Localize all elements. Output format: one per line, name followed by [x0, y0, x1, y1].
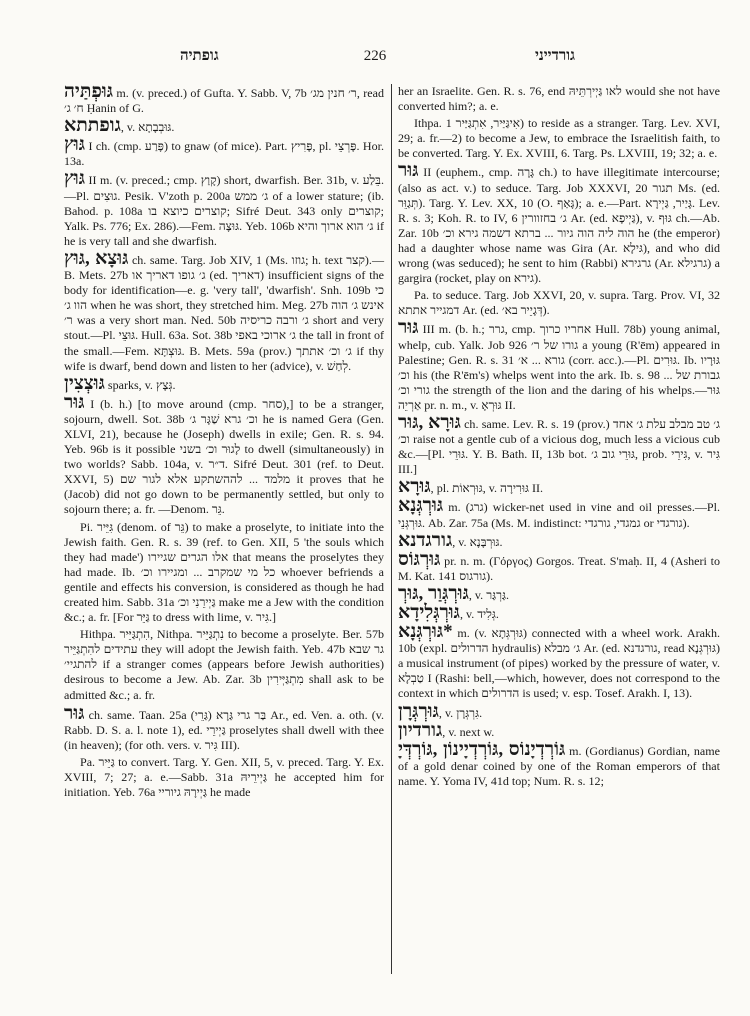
entry-headword: גּוּרְגְּנָא: [398, 495, 444, 517]
entry-text: I ch. (cmp. פָּרַע) to gnaw (of mice). Part. פָּרִיץ, pl. פָּרְצֵי. Hor. 13a.: [64, 139, 384, 169]
left-column: [64, 81, 385, 802]
entry-text: , v. גְּלִיד.: [459, 607, 499, 621]
entry-headword: גּוּר: [64, 702, 85, 724]
entry-text: II m. (v. preced.; cmp. קָוַץ) short, dwarfish. Ber. 31b, v. בֵּלַע.—Pl. גוּצִים. Pesik. V'zoth p. 200a ג׳ ממש of a lower stature; (ib. Bahod. p. 108a קוצרים כיוצא בו; Sifré Deut. 343 only קוצרים; Yalk. Ps. 776; Ex. 286).—Fem. גּוּצָה. Yeb. 106b ג׳ הוא ארוך והיא if he is very tall and she dwarfish.: [64, 173, 385, 248]
dictionary-entry: [398, 738, 720, 789]
dictionary-entry: [64, 520, 384, 626]
entry-headword: גּוּצָא ,גּוּץ: [64, 247, 129, 269]
dictionary-entry: [398, 84, 720, 114]
entry-text: , v. גִּרְגְּרָן.: [438, 705, 483, 720]
dictionary-entry: [398, 719, 720, 741]
header-right-word: גורדייני: [534, 48, 575, 64]
entry-text: m. (גרג) wicker-net used in vine and oil presses.—Pl. גּוּרְגְּנֵי. Ab. Zar. 75a (Ms. M. indistinct: גמגדי, גורגדי or גורגדי).: [398, 500, 720, 530]
dictionary-entry: [398, 288, 720, 318]
dictionary-entry: [64, 81, 384, 116]
entry-text: Pi. גִּיֵּיר (denom. of גֵּר) to make a proselyte, to initiate into the Jewish faith. Gen. R. s. 39 (ref. to Gen. XII, 5 'the souls which they had made') אלו הגרים שגיירו that means the proselytes they had made. Ib. כל מי שמקרב ... ומגיירו וכ׳ whoever befriends a gentile and effects his conversion, is considered as though he had created him. Sabb. 31a גַּיְירֵנִי וכ׳ make me a Jew with the condition &c.; a. fr. [For גַּיֵּר to dress with lime, v. גִּיר.]: [64, 519, 385, 625]
entry-headword: *גּוּרְגְּנָא: [398, 621, 453, 643]
entry-text: II (euphem., cmp. גָּרָה ch.) to have illegitimate intercourse; (also as act. v.) to seduce. Targ. Job XXXVI, 20 תגור Ms. (ed. תְּגַוֵּר). Targ. Y. Lev. XX, 10 (O. גָּאַף); a. e.—Part. גָּיַיר, גַּיְירָא. Lev. R. s. 3; Koh. R. to IV, 6 ג׳ בחזוורין Ar. (ed. גַּיְיפָא), v. גּוּף ch.—Ab. Zar. 10b הוה ליה הוה גיור ... ברתא דשמה גירא וכ׳ he (the emperor) had a daughter whose name was Gira (Ar. גּילָא), and who did wrong (was seduced); he sent to him (Rabbi) גרגירא (Ar. גרגילא) a gargira (rocket, play on גירא).: [398, 165, 721, 286]
dictionary-entry: [398, 116, 720, 161]
entry-headword: גּוּרְגְּלִידָא: [398, 602, 460, 623]
entry-headword: גּוּר: [64, 391, 85, 413]
dictionary-entry: [398, 621, 721, 701]
dictionary-entry: [398, 582, 720, 604]
entry-headword: גופתתא: [64, 115, 121, 137]
entry-text: , v. גּוּרְבָּנָא.: [452, 534, 503, 549]
dictionary-entry: [398, 495, 720, 530]
entry-headword: גּוּרְגְּרָן: [398, 700, 439, 722]
dictionary-entry: [64, 755, 384, 800]
entry-text: Pa. גַּיֵּיר to convert. Targ. Y. Gen. XII, 5, v. preced. Targ. Y. Ex. XVIII, 7; 27; a. e.—Sabb. 31a גַּיְירֵיהּ he accepted him for initiation. Yeb. 76a גַּיְירָהּ גיוריי he made: [64, 754, 384, 800]
entry-text: I (b. h.) [to move around (cmp. סחר),] to be a stranger, sojourn, dwell. Sot. 38b וכ׳ גרא שַׁגָּר ג׳ he is named Gera (Gen. XLVI, 21), because he (Joseph) dwells in exile; Gen. R. s. 94. Yeb. 96b is it possible לָגוּר וכ׳ בשני to dwell (simultaneously) in two worlds? Sabb. 104a, v. ד״ר. Sifré Deut. 301 (ref. to Deut. XXVI, 5) מלמד ... לההשתקע אלא לגור שם it proves that he (Jacob) did not go down to be permanently settled, but only to sojourn there; a. fr. —Denom. גֵּר.: [64, 396, 384, 517]
entry-text: ch. same. Targ. Job XIV, 1 (Ms. גוזו; h. text קצר).—B. Mets. 27b ג׳ גופו דאריך או (ed. דאריך) insufficient signs of the body for identification—e. g. 'very tall', 'dwarfish'. Snh. 109b כי הוו ג׳ when he was short, they stretched him. Meg. 27b אינש ג׳ הוה ר׳ was a very short man. Ned. 50b ג׳ ורבה כריסיה short and very stout.—Pl. גּוּצֵי. Hull. 63a. Sot. 38b ג׳ ארוכי באפי the tall in front of the small.—Fem. גּוּצְתָּא. B. Mets. 59a (prov.) ג׳ וכ׳ אתתך if thy wife is dwarf, bend down and listen to her (advice), v. לְחַשׁ.: [64, 252, 385, 373]
entry-headword: גּוּר: [398, 160, 419, 182]
entry-text: her an Israelite. Gen. R. s. 76, end לאו גַּיְירְתֵּיהּ would she not have converted him?; a. e.: [398, 84, 720, 114]
column-divider: [391, 84, 392, 974]
entry-text: pr. n. m. (Γόργος) Gorgos. Treat. S'maḥ. II, 4 (Asheri to M. Kat. 141 גורגוס).: [398, 553, 720, 583]
dictionary-entry: [64, 247, 385, 374]
page-header: [80, 48, 670, 70]
entry-text: ch. same. Taan. 25a בַּר גרי גַּרָא (גַּרֵי) Ar., ed. Ven. a. oth. (v. Rabb. D. S. a. l. note 1), ed. גַּיְירֵי proselytes shall dwell with thee (in heaven); (for oth. vers. v. גִּיר III).: [64, 707, 384, 752]
dictionary-entry: [64, 391, 384, 518]
entry-headword: גּוּצְצִין: [64, 372, 105, 394]
entry-headword: גּוּרָא ,גּוּר: [398, 411, 461, 433]
dictionary-entry: [398, 529, 720, 551]
dictionary-entry: [398, 160, 721, 286]
dictionary-entry: [398, 602, 720, 623]
dictionary-entry: [64, 115, 384, 137]
entry-text: , v. גַּרְגַּר.: [468, 587, 510, 602]
dictionary-entry: [64, 627, 384, 702]
entry-text: m. (v. גּוּרְגְּתָא) connected with a wheel work. Arakh. 10b (expl. הדרולים hydraulis) ג׳ מבלא Ar. (ed. גורגדנא, read גּוּרְגְּנָא) a musical instrument (of pipes) worked by the pressure of water, v. טַבְלָא I (Rashi: bell,—which, however, does not correspond to the context in which הדרולים is used; v. esp. Tosef. Arakh. I, 13).: [398, 626, 721, 701]
entry-headword: גּוּפְתַּיה: [64, 81, 113, 102]
entry-headword: גּוּרָא: [398, 476, 431, 498]
entry-text: , v. next w.: [442, 724, 495, 739]
entry-headword: גּוּרְגּוֹס: [398, 548, 441, 570]
entry-text: , v. גּוּבְבָתָא.: [120, 120, 175, 135]
dictionary-entry: [398, 411, 721, 477]
dictionary-entry: [64, 134, 384, 169]
entry-headword: גּוּץ: [64, 134, 86, 156]
entry-text: Hithpa. הִתְגַּיֵּיר, Nithpa. נִתְגַּיֵּיר to become a proselyte. Ber. 57b עתידים להִתְגַּיֵּיר they will adopt the Jewish faith. Yeb. 47b גר שבא להתגיי׳ if a stranger comes (appears before Jewish authorities) desirous to become a Jew. Ab. Zar. 3b מִתְגַּיְּירִין shall ask to be admitted &c.; a. fr.: [64, 627, 384, 702]
dictionary-entry: [398, 548, 720, 584]
dictionary-entry: [398, 317, 720, 413]
entry-headword: גּוּר: [398, 317, 419, 339]
page-number: 226: [363, 48, 387, 64]
dictionary-entry: [398, 476, 720, 498]
entry-text: III m. (b. h.; גרר, cmp. אחריו כרוך Hull. 78b) young animal, whelp, cub. Yalk. Job 926 גורו של ר׳ a young (R'ēm) appeared in Palestine; Gen. R. s. 31 גורא ... א׳ (corr. acc.).—Pl. גּוּרִים. Ib. גּוּרָיו וכ׳ his (the R'ēm's) whelps went into the ark. Ib. s. 98 גבורת של ... גורי וכ׳ the strength of the lion and the daring of his whelps.—גּוּר אַרְיֵה pr. n. m., v. גּוּרְאָ II.: [398, 322, 720, 412]
dictionary-entry: [64, 702, 384, 753]
entry-headword: גּוּץ: [64, 168, 86, 190]
entry-headword: גורדיון: [398, 719, 443, 741]
entry-headword: גורגדנא: [398, 529, 453, 551]
entry-text: Ithpa. אִיגַּיַּיר, אִתְגַּיַּיר 1) to reside as a stranger. Targ. Lev. XVI, 29; a. fr.—2) to become a Jew, to embrace the Israelitish faith, to be converted. Targ. Y. Ex. XVIII, 6. Targ. Ps. LXVIII, 19; 32; a. e.: [398, 116, 720, 161]
dictionary-entry: [64, 168, 385, 248]
entry-headword: גּוֹרְדְיָנוֹס ,גּוֹרְדְיָינוֹן ,גּוֹרְדְּיָ: [398, 738, 566, 760]
entry-text: m. (Gordianus) Gordian, name of a gold denar coined by one of the Roman emperors of that name. Y. Yoma IV, 41d top; Num. R. s. 12;: [398, 743, 720, 788]
entry-text: ch. same. Lev. R. s. 19 (prov.) ג׳ טב מבלב עלת ג׳ אחד וכ׳ raise not a gentle cub of a vicious dog, much less a vicious cub &c.—[Pl. גּוּרֵי. Y. B. Bath. II, 13b bot. גּוּרֵי גוב ג׳, prob. גִּירֵי, v. גִּיר III.]: [398, 416, 721, 477]
dictionary-entry: [398, 700, 720, 722]
header-left-word: גופתיה: [180, 48, 219, 64]
right-column: [398, 84, 720, 791]
entry-text: Pa. to seduce. Targ. Job XXVI, 20, v. supra. Targ. Prov. VI, 32 דמגייר אתתא Ar. (ed. דְּגָיֵיר בא׳).: [398, 288, 720, 318]
entry-headword: גּוּרְגְּוַר ,גּוּרְ: [398, 582, 469, 604]
entry-text: , pl. גּוּרְאוֹת, v. גּוּרִירָה II.: [430, 481, 544, 496]
entry-text: m. (v. preced.) of Gufta. Y. Sabb. V, 7b ר׳ חנין מג׳, read ח׳ ג׳ Ḥanin of G.: [64, 86, 384, 116]
dictionary-entry: [64, 372, 384, 394]
entry-text: sparks, v. גְּצָץ.: [104, 377, 176, 392]
